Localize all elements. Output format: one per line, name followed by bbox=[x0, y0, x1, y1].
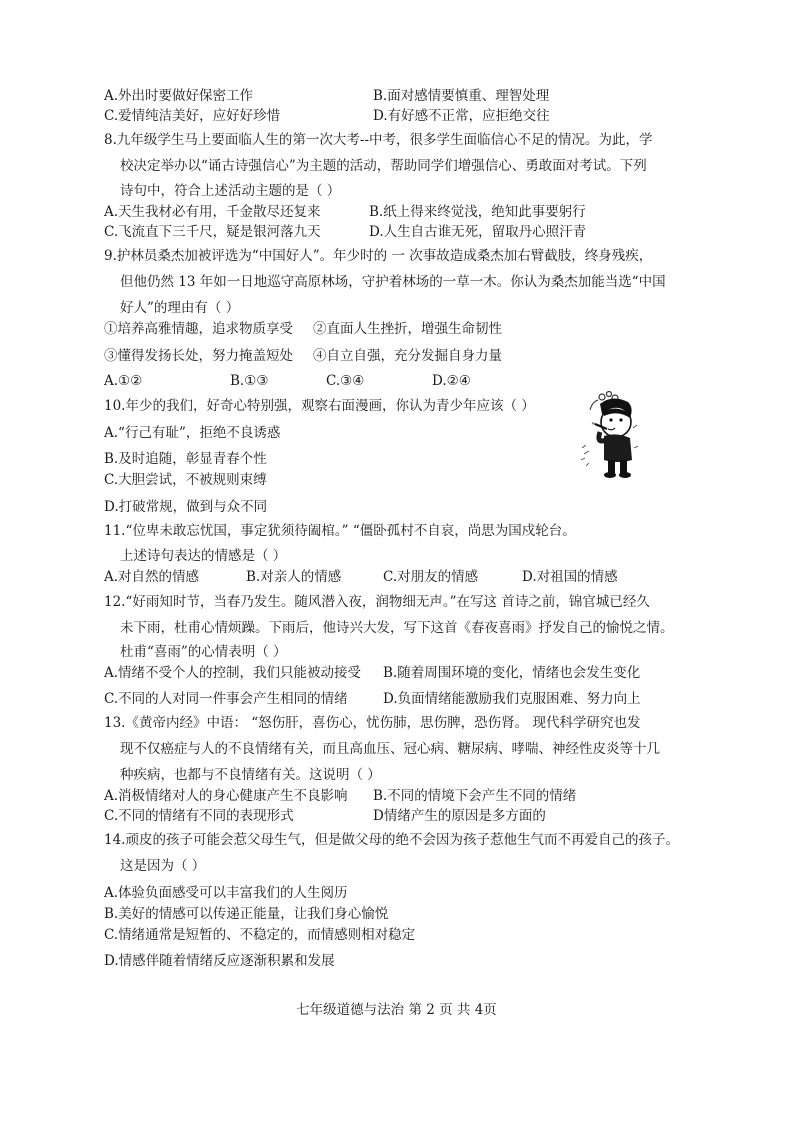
q14-stem-line1: 14.顽皮的孩子可能会惹父母生气，但是做父母的绝不会因为孩子惹他生气而不再爱自己的孩子。 bbox=[104, 832, 679, 848]
q13-option-c: C.不同的情绪有不同的表现形式 bbox=[104, 808, 294, 824]
q12-option-b: B.随着周围环境的变化，情绪也会发生变化 bbox=[383, 665, 641, 681]
q8-option-c: C.飞流直下三千尺，疑是银河落九天 bbox=[104, 224, 321, 240]
q9-option-b: B.①③ bbox=[230, 373, 269, 389]
q11-option-b: B.对亲人的情感 bbox=[246, 569, 342, 585]
q10-option-a: A.“行己有耻”，拒绝不良诱惑 bbox=[104, 425, 281, 441]
q13-option-a: A.消极情绪对人的身心健康产生不良影响 bbox=[104, 788, 348, 804]
q7-option-c: C.爱情纯洁美好，应好好珍惜 bbox=[104, 108, 281, 124]
q9-statement-2: ②直面人生挫折，增强生命韧性 bbox=[313, 321, 502, 337]
q13-stem-line3: 种疾病，也都与不良情绪有关。这说明（ ） bbox=[120, 767, 381, 783]
q9-statement-4: ④自立自强，充分发掘自身力量 bbox=[313, 348, 502, 364]
q9-statement-1: ①培养高雅情趣，追求物质享受 bbox=[104, 321, 293, 337]
q13-option-b: B.不同的情境下会产生不同的情绪 bbox=[373, 788, 577, 804]
q14-option-d: D.情感伴随着情绪反应逐渐积累和发展 bbox=[104, 953, 335, 969]
q11-option-c: C.对朋友的情感 bbox=[383, 569, 479, 585]
q14-option-a: A.体验负面感受可以丰富我们的人生阅历 bbox=[104, 885, 348, 901]
q11-option-a: A.对自然的情感 bbox=[104, 569, 200, 585]
page-footer: 七年级道德与法治 第 2 页 共 4页 bbox=[296, 1002, 497, 1018]
q9-option-c: C.③④ bbox=[326, 373, 365, 389]
q11-stem-line2: 上述诗句表达的情感是（ ） bbox=[120, 548, 287, 564]
q8-option-d: D.人生自古谁无死，留取丹心照汗青 bbox=[369, 224, 587, 240]
q12-stem-line1: 12.“好雨知时节，当春乃发生。随风潜入夜，润物细无声。”在写这 首诗之前，锦官城已经久 bbox=[104, 594, 650, 610]
q10-option-c: C.大胆尝试，不被规则束缚 bbox=[104, 472, 267, 488]
q12-option-c: C.不同的人对同一件事会产生相同的情绪 bbox=[104, 691, 348, 707]
q8-stem-line3: 诗句中，符合上述活动主题的是（ ） bbox=[120, 183, 341, 199]
q9-option-d: D.②④ bbox=[432, 373, 471, 389]
q9-stem-line2: 但他仍然 13 年如一日地巡守高原林场，守护着林场的一草一木。你认为桑杰加能当选“中国 bbox=[120, 274, 666, 290]
q11-stem-line1: 11.“位卑未敢忘忧国，事定犹须待阖棺。” “僵卧孤村不自哀，尚思为国戍轮台。 bbox=[104, 523, 576, 539]
q14-option-c: C.情绪通常是短暂的、不稳定的，而情感则相对稳定 bbox=[104, 927, 416, 943]
q10-option-d: D.打破常规，做到与众不同 bbox=[104, 499, 268, 515]
q12-stem-line3: 杜甫“喜雨”的心情表明（ ） bbox=[120, 644, 287, 660]
q8-option-a: A.天生我材必有用，千金散尽还复来 bbox=[104, 204, 321, 220]
q7-option-a: A.外出时要做好保密工作 bbox=[104, 88, 254, 104]
q11-option-d: D.对祖国的情感 bbox=[522, 569, 618, 585]
q14-option-b: B.美好的情感可以传递正能量，让我们身心愉悦 bbox=[104, 906, 389, 922]
q9-statement-3: ③懂得发扬长处，努力掩盖短处 bbox=[104, 348, 293, 364]
q13-stem-line2: 现不仅癌症与人的不良情绪有关，而且高血压、冠心病、糖尿病、哮喘、神经性皮炎等十几 bbox=[120, 741, 660, 757]
q9-stem-line3: 好人”的理由有（ ） bbox=[120, 300, 240, 316]
q7-option-d: D.有好感不正常，应拒绝交往 bbox=[373, 108, 550, 124]
q12-option-d: D.负面情绪能激励我们克服困难、努力向上 bbox=[383, 691, 641, 707]
q12-option-a: A.情绪不受个人的控制，我们只能被动接受 bbox=[104, 665, 362, 681]
q14-stem-line2: 这是因为（ ） bbox=[120, 858, 206, 874]
q9-stem-line1: 9.护林员桑杰加被评选为“中国好人”。年少时的 一 次事故造成桑杰加右臂截肢，终身残疾， bbox=[104, 248, 653, 264]
q13-stem-line1: 13.《黄帝内经》中语： “怒伤肝，喜伤心，忧伤肺，思伤脾，恐伤肾。 现代科学研究也发 bbox=[104, 715, 641, 731]
q8-option-b: B.纸上得来终觉浅，绝知此事要躬行 bbox=[369, 204, 586, 220]
q8-stem-line2: 校决定举办以“诵古诗强信心”为主题的活动，帮助同学们增强信心、勇敢面对考试。下列 bbox=[120, 158, 647, 174]
q13-option-d: D情绪产生的原因是多方面的 bbox=[373, 808, 546, 824]
q8-stem-line1: 8.九年级学生马上要面临人生的第一次大考--中考，很多学生面临信心不足的情况。为此，学 bbox=[104, 132, 653, 148]
q10-option-b: B.及时追随，彰显青春个性 bbox=[104, 451, 267, 467]
q12-stem-line2: 未下雨，杜甫心情烦躁。下雨后，他诗兴大发，写下这首《春夜喜雨》抒发自己的愉悦之情。 bbox=[120, 620, 674, 636]
q10-stem: 10.年少的我们，好奇心特别强，观察右面漫画，你认为青少年应该（ ） bbox=[104, 398, 535, 414]
smoking-boy-cartoon-image bbox=[578, 388, 640, 480]
q9-option-a: A.①② bbox=[104, 373, 143, 389]
q7-option-b: B.面对感情要慎重、理智处理 bbox=[373, 88, 550, 104]
